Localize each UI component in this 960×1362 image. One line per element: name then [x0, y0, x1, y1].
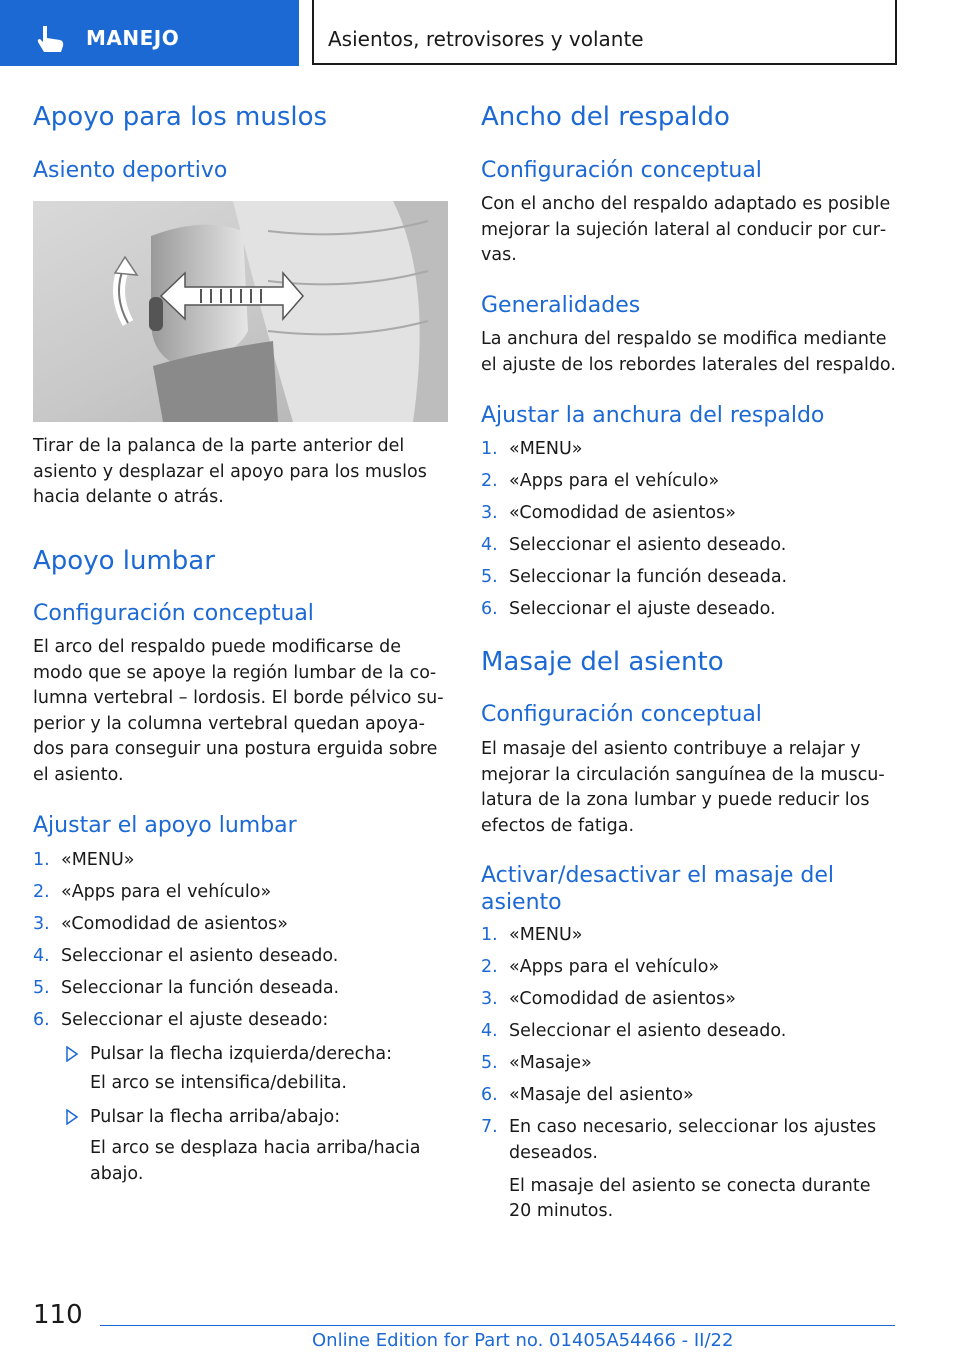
list-item: 3. «Comodidad de asientos» [33, 914, 288, 934]
list-item: 6. Seleccionar el ajuste deseado: [33, 1010, 329, 1030]
heading-configuracion-conceptual: Configuración conceptual [481, 702, 762, 727]
paragraph-generalidades: La anchura del respaldo se modifica mediante el ajuste de los rebordes laterales del respaldo. [481, 329, 896, 375]
list-item: 5. Seleccionar la función deseada. [481, 567, 788, 587]
list-item: 2. «Apps para el vehículo» [33, 882, 272, 902]
list-item: 1. «MENU» [481, 439, 583, 459]
heading-ancho-respaldo: Ancho del respaldo [481, 102, 730, 132]
edition-note: Online Edition for Part no. 01405A54466 - II/22 [312, 1330, 734, 1351]
heading-apoyo-muslos: Apoyo para los muslos [33, 102, 328, 132]
triangle-bullet-icon [66, 1109, 78, 1125]
heading-apoyo-lumbar: Apoyo lumbar [33, 546, 215, 576]
list-item: 4. Seleccionar el asiento deseado. [33, 946, 339, 966]
heading-configuracion-conceptual: Configuración conceptual [33, 601, 314, 626]
list-item: 1. «MENU» [33, 850, 135, 870]
paragraph-muslos: Tirar de la palanca de la parte anterior del asiento y desplazar el apoyo para los muslos hacia delante o atrás. [33, 436, 427, 508]
heading-activar-masaje: Activar/desactivar el masaje del [481, 863, 835, 888]
list-item: 5. «Masaje» [481, 1053, 592, 1073]
footer-divider [100, 1325, 895, 1326]
thigh-support-photo [33, 201, 448, 422]
list-item: 2. «Apps para el vehículo» [481, 957, 720, 977]
section-tab [0, 0, 299, 66]
list-item: 3. «Comodidad de asientos» [481, 989, 736, 1009]
heading-ajustar-apoyo-lumbar: Ajustar el apoyo lumbar [33, 813, 297, 838]
steering-hand-icon [34, 24, 66, 54]
list-item: 4. Seleccionar el asiento deseado. [481, 535, 787, 555]
steps-list-anchura [481, 438, 896, 630]
list-item: 2. «Apps para el vehículo» [481, 471, 720, 491]
paragraph-ancho: Con el ancho del respaldo adaptado es posible mejorar la sujeción lateral al conducir por cur‐ vas. [481, 194, 891, 266]
heading-generalidades: Generalidades [481, 293, 641, 318]
heading-activar-masaje-cont: asiento [481, 890, 562, 915]
list-item: 1. «MENU» [481, 925, 583, 945]
heading-asiento-deportivo: Asiento deportivo [33, 158, 228, 183]
list-item: 4. Seleccionar el asiento deseado. [481, 1021, 787, 1041]
list-item: 7. En caso necesario, seleccionar los ajustes [481, 1117, 877, 1137]
paragraph-masaje: El masaje del asiento contribuye a relajar y mejorar la circulación sanguínea de la muscu‐ latura de la zona lumbar y puede reducir los efectos de fatiga. [481, 739, 885, 836]
list-item: 3. «Comodidad de asientos» [481, 503, 736, 523]
page-number: 110 [33, 1300, 83, 1330]
heading-configuracion-conceptual: Configuración conceptual [481, 158, 762, 183]
triangle-bullet-icon [66, 1046, 78, 1062]
heading-ajustar-anchura: Ajustar la anchura del respaldo [481, 403, 825, 428]
heading-masaje-asiento: Masaje del asiento [481, 647, 724, 677]
chapter-title: Asientos, retrovisores y volante [328, 27, 644, 51]
list-item: 5. Seleccionar la función deseada. [33, 978, 340, 998]
steps-list-masaje [481, 924, 896, 1148]
paragraph-lumbar: El arco del respaldo puede modificarse de modo que se apoye la región lumbar de la co‐ lumna vertebral – lordosis. El borde pélvico su‐ perior y la columna vertebral quedan apoya‐ dos para conseguir una postura erguida sobre el asiento. [33, 637, 444, 785]
list-item: 6. Seleccionar el ajuste deseado. [481, 599, 776, 619]
steps-list-lumbar [33, 849, 448, 1041]
chapter-header [312, 0, 897, 65]
section-label: MANEJO [86, 26, 180, 50]
list-item: 6. «Masaje del asiento» [481, 1085, 694, 1105]
